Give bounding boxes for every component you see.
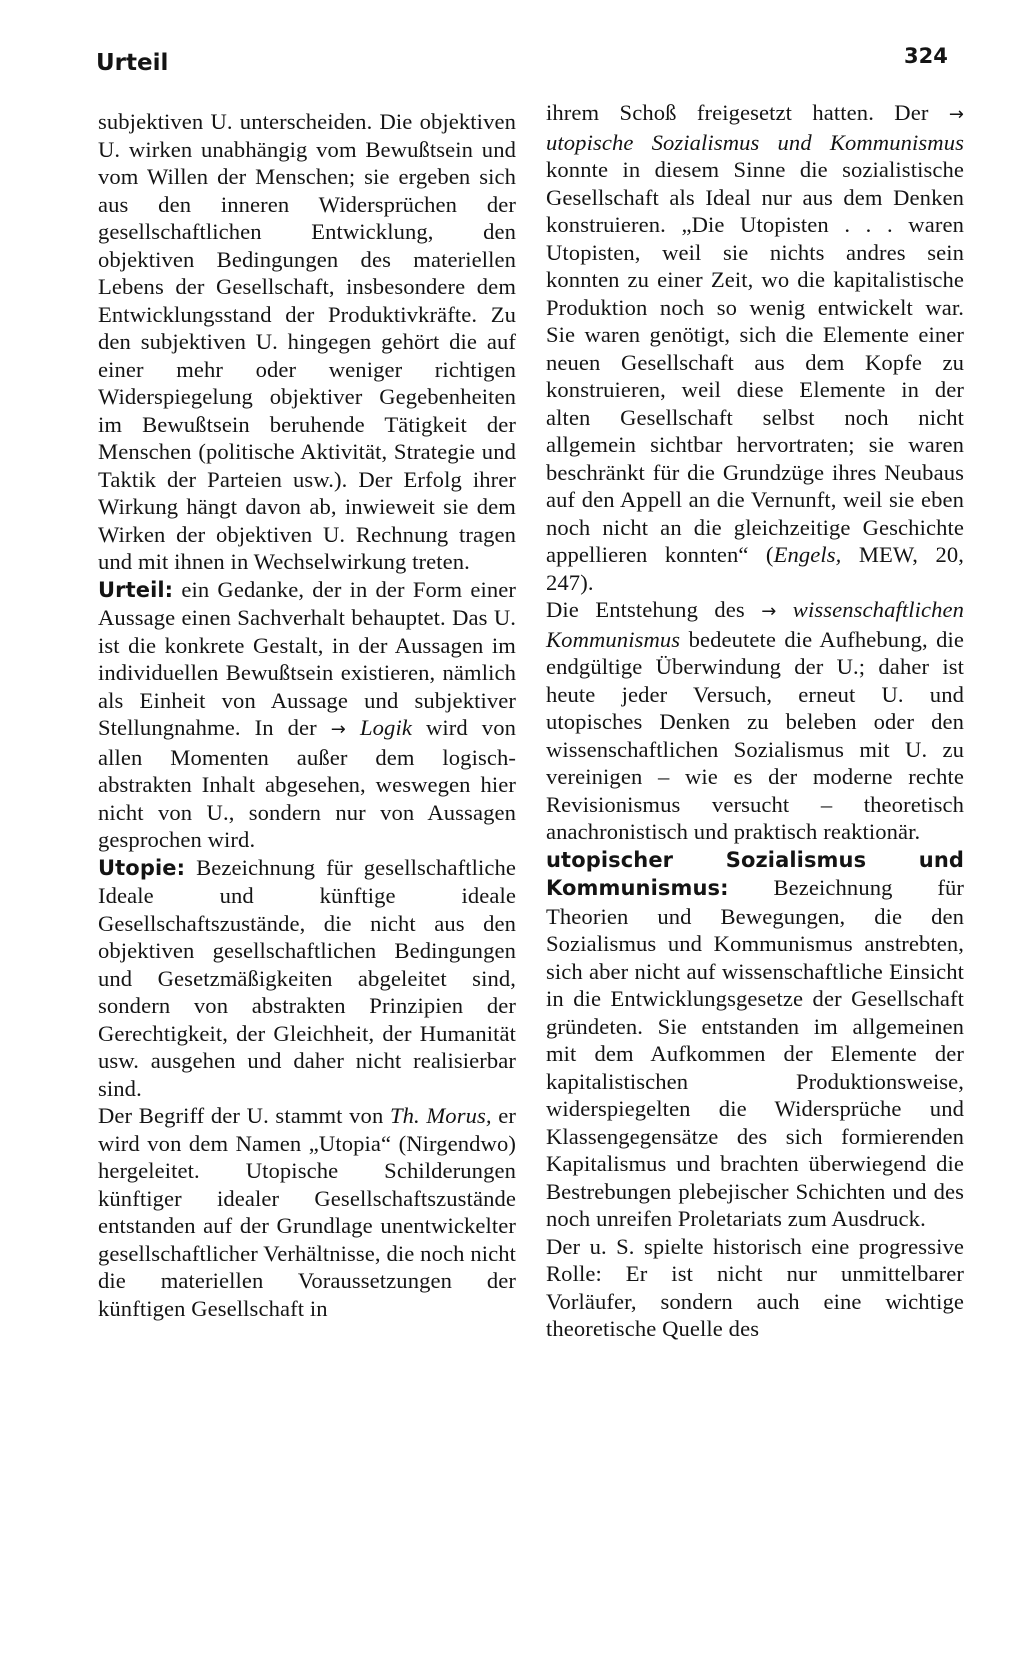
page-number: 324: [904, 44, 948, 68]
entry-utopie: [98, 854, 516, 1103]
entry-utopischer-sozialismus: [546, 846, 964, 1233]
right-arrow-icon: →: [761, 601, 777, 622]
entry-text: Bezeichnung für Theorien und Bewegungen, die den Sozialismus und Kommunismus anstrebten, sich aber nicht auf wissenschaftliche Einsicht in die Entwicklungsgesetze der Gesellschaft gründeten. Sie entstanden im allgemeinen mit dem Aufkommen der Elemente der kapitalistischen Produktionsweise, widerspiegelten die Widersprüche und Klassengegensätze des sich formierenden Kapitalismus und brachten überwiegend die Bestrebungen plebejischer Schichten und des noch unreifen Proletariats zum Ausdruck.: [546, 875, 964, 1231]
entry-text: Der Begriff der U. stammt von: [98, 1103, 384, 1128]
running-head: Urteil: [96, 50, 169, 76]
citation-author: Engels,: [773, 542, 842, 567]
entry-paragraph: [546, 1233, 964, 1343]
entry-text: er wird von dem Namen „Utopia“ (Nirgendwo) hergeleitet. Utopische Schilderungen künftiger idealer Gesellschaftszustände entstanden auf der Grundlage unentwickelter gesellschaftlicher Verhältnisse, die noch nicht die materiellen Voraussetzungen der künftigen Gesellschaft in: [98, 1103, 517, 1321]
entry-paragraph: [98, 1102, 516, 1322]
cross-reference-logik[interactable]: Logik: [360, 715, 412, 740]
continuation-text: konnte in diesem Sinne die sozialistische Gesellschaft als Ideal nur aus dem Denken konstruieren. „Die Utopisten . . . waren Utopisten, weil sie nichts andres sein konnten zu einer Zeit, wo die kapitalistische Produktion noch so wenig entwickelt war. Sie waren genötigt, sich die Elemente einer neuen Gesellschaft aus dem Kopfe zu konstruieren, weil diese Elemente in der alten Gesellschaft selbst noch nicht allgemein sichtbar hervortraten; sie waren beschränkt für die Grundzüge ihres Neubaus auf den Appell an die Vernunft, weil sie eben noch nicht an die gleichzeitige Geschichte appellieren konnten“ (: [546, 157, 964, 567]
continuation-paragraph: [98, 108, 516, 576]
cross-reference-wissenschaftlicher-kommunismus[interactable]: wissenschaftlichen Kommunismus: [546, 597, 965, 652]
entry-text: ein Gedanke, der in der Form einer Aussage einen Sachverhalt behauptet. Das U. ist die konkrete Gestalt, in der Aussagen im individuellen Bewußtsein existieren, nämlich als Einheit von Aussage und subjektiver Stellungnahme. In der: [98, 576, 516, 740]
continuation-text: ihrem Schoß freigesetzt hatten. Der: [546, 100, 929, 125]
cross-reference-utopischer-sozialismus[interactable]: utopische Sozialismus und Kommunismus: [546, 129, 964, 155]
right-arrow-icon: →: [948, 104, 964, 125]
headword-utopie: Utopie:: [98, 855, 186, 880]
entry-text: Der u. S. spielte historisch eine progressive Rolle: Er ist nicht nur unmittelbarer Vorläufer, sondern auch eine wichtige theoretische Quelle des: [546, 1233, 964, 1341]
continuation-text: subjektiven U. unterscheiden. Die objektiven U. wirken unabhängig vom Bewußtsein und vom Willen der Menschen; sie ergeben sich aus den inneren Widersprüchen der gesellschaftlichen Entwicklung, den objektiven Bedingungen des materiellen Lebens der Gesellschaft, insbesondere dem Entwicklungsstand der Produktivkräfte. Zu den subjektiven U. hingegen gehört die auf einer mehr oder weniger richtigen Widerspiegelung objektiver Gegebenheiten im Bewußtsein beruhende Tätigkeit der Menschen (politische Aktivität, Strategie und Taktik der Parteien usw.). Der Erfolg ihrer Wirkung hängt davon ab, inwieweit sie dem Wirken der objektiven U. Rechnung tragen und mit ihnen in Wechselwirkung treten.: [98, 109, 516, 574]
entry-text: bedeutete die Aufhebung, die endgültige Überwindung der U.; daher ist heute jeder Versuch, erneut U. und utopisches Denken zu beleben oder den wissenschaftlichen Sozialismus mit U. zu vereinigen – wie es der moderne rechte Revisionismus versucht – theoretisch anachronistisch und praktisch reaktionär.: [546, 626, 965, 844]
entry-paragraph: [546, 596, 964, 846]
citation-source: MEW, 20, 247).: [546, 542, 965, 595]
author-name: Th. Morus,: [389, 1103, 492, 1128]
entry-urteil: [98, 576, 516, 854]
entry-text: wird von allen Momenten außer dem logisch-abstrakten Inhalt abgesehen, weswegen hier nicht von U., sondern nur von Aussagen gesprochen wird.: [98, 715, 516, 852]
right-column: [546, 99, 964, 1343]
continuation-paragraph: [546, 99, 964, 596]
entry-text: Bezeichnung für gesellschaftliche Ideale und künftige ideale Gesellschaftszustände, die nicht aus den objektiven gesellschaftlichen Bedingungen und Gesetzmäßigkeiten abgeleitet sind, sondern von abstrakten Prinzipien der Gerechtigkeit, der Gleichheit, der Humanität usw. ausgehen und daher nicht realisierbar sind.: [98, 854, 516, 1101]
entry-text: Die Entstehung des: [546, 597, 745, 622]
headword-urteil: Urteil:: [98, 577, 174, 602]
headword-utopischer-sozialismus: utopischer Sozialismus und Kommunismus:: [546, 847, 964, 900]
left-column: [98, 108, 516, 1322]
right-arrow-icon: →: [330, 719, 346, 740]
